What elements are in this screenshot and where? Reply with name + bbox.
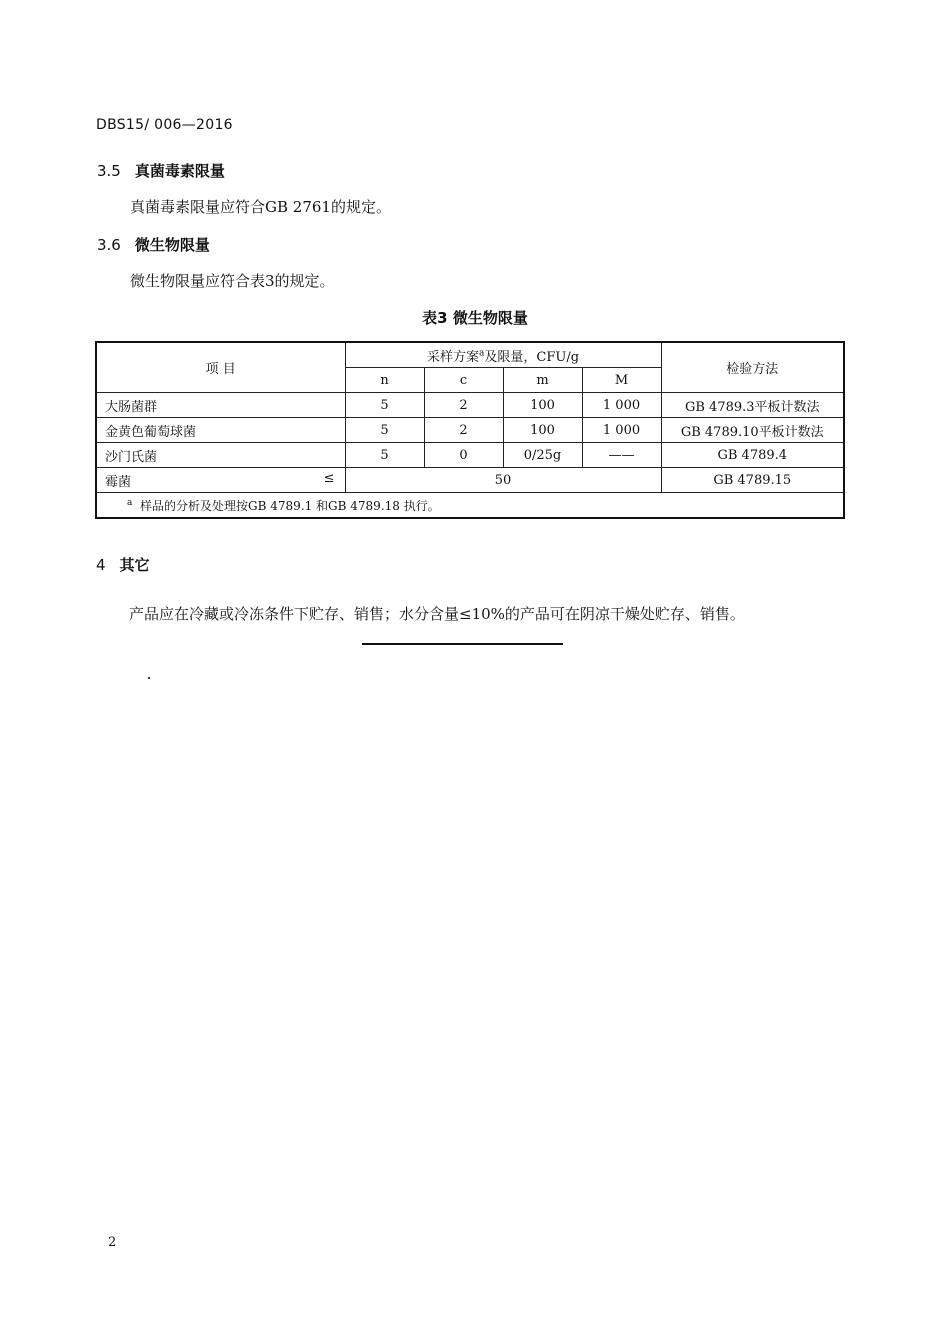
row-M: 1 000 [582, 418, 661, 443]
row-M: 1 000 [582, 393, 661, 418]
section-number: 4 [96, 556, 106, 574]
table-footnote: $^a$ 样品的分析及处理按GB 4789.1 和GB 4789.18 执行。 [96, 493, 844, 519]
header-item: 项 目 [96, 342, 345, 393]
table-header-row [96, 342, 844, 368]
section-title: 真菌毒素限量 [134, 162, 225, 180]
stray-dot [148, 677, 150, 679]
footnote-mark: a [127, 497, 133, 508]
section-number: 3.5 [97, 162, 121, 180]
row-c: 2 [424, 393, 503, 418]
row-method: GB 4789.3平板计数法 [661, 393, 844, 418]
section-paragraph-3-6: 微生物限量应符合表3的规定。 [130, 272, 335, 290]
row-m: 100 [503, 418, 582, 443]
subheader-c: c [424, 368, 503, 393]
page-number: 2 [108, 1235, 117, 1250]
row-method: GB 4789.10平板计数法 [661, 418, 844, 443]
section-paragraph-4: 产品应在冷藏或冷冻条件下贮存、销售；水分含量≤10%的产品可在阴凉干燥处贮存、销售。 [129, 605, 745, 623]
row-item: 霉菌 ≤ [96, 468, 345, 493]
mold-limit-value: 50 [345, 468, 661, 493]
section-number: 3.6 [97, 236, 121, 254]
subheader-M: M [582, 368, 661, 393]
section-title: 其它 [119, 556, 150, 574]
row-c: 2 [424, 418, 503, 443]
row-method: GB 4789.4 [661, 443, 844, 468]
section-heading-3-5 [97, 160, 225, 181]
row-item: 大肠菌群 [96, 393, 345, 418]
header-method: 检验方法 [661, 342, 844, 393]
row-n: 5 [345, 443, 424, 468]
section-heading-3-6 [97, 234, 210, 255]
header-sampling-plan: 采样方案$^a$及限量，CFU/g [345, 342, 661, 368]
subheader-m: m [503, 368, 582, 393]
row-method: GB 4789.15 [661, 468, 844, 493]
section-title: 微生物限量 [134, 236, 210, 254]
row-m: 100 [503, 393, 582, 418]
table-row [96, 393, 844, 418]
row-n: 5 [345, 418, 424, 443]
subheader-n: n [345, 368, 424, 393]
section-paragraph-3-5: 真菌毒素限量应符合GB 2761的规定。 [130, 198, 391, 216]
superscript-a: a [479, 348, 485, 359]
row-item: 沙门氏菌 [96, 443, 345, 468]
table-row-mold [96, 468, 844, 493]
section-heading-4 [96, 554, 150, 575]
row-item: 金黄色葡萄球菌 [96, 418, 345, 443]
end-rule [362, 643, 563, 645]
document-code: DBS15/ 006—2016 [96, 117, 233, 133]
microbial-limits-table [95, 341, 845, 519]
table-row [96, 443, 844, 468]
table-title: 表3 微生物限量 [422, 309, 528, 327]
row-m: 0/25g [503, 443, 582, 468]
row-n: 5 [345, 393, 424, 418]
less-equal-symbol: ≤ [323, 471, 335, 486]
table-row [96, 418, 844, 443]
row-M: —— [582, 443, 661, 468]
row-c: 0 [424, 443, 503, 468]
table-footnote-row [96, 493, 844, 519]
